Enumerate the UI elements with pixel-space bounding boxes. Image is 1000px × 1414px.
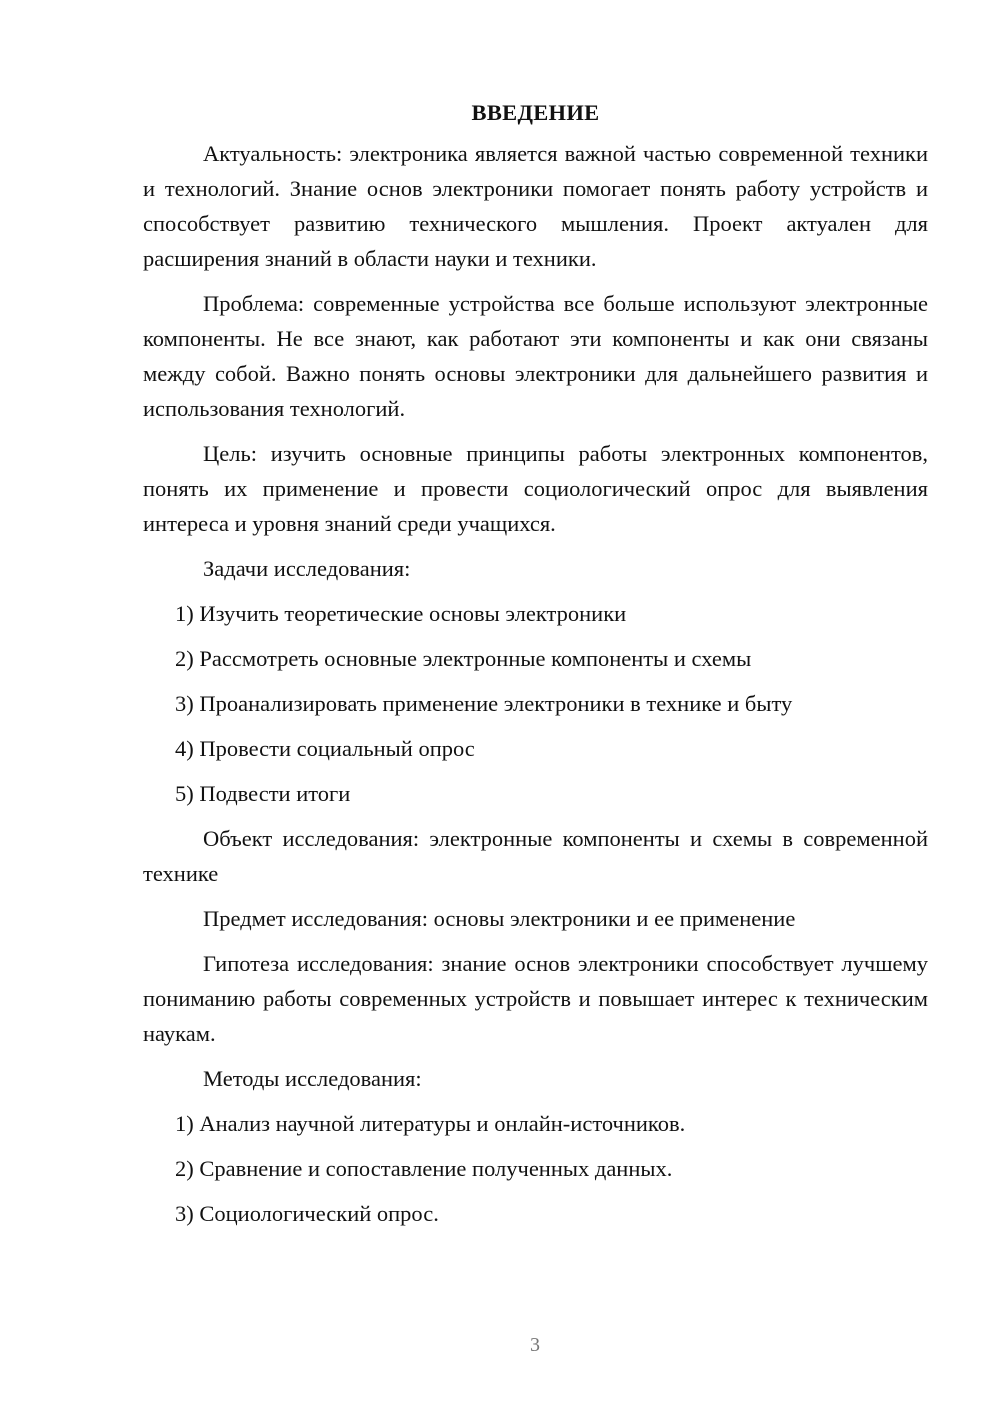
hypothesis-paragraph: Гипотеза исследования: знание основ электроники способствует лучшему пониманию работы современных устройств и повышает интерес к техническим наукам. (143, 951, 928, 1046)
method-item-1: 1) Анализ научной литературы и онлайн-источников. (175, 1111, 686, 1136)
task-item-1: 1) Изучить теоретические основы электроники (175, 601, 627, 626)
method-item-3: 3) Социологический опрос. (175, 1201, 439, 1226)
page-number: 3 (530, 1334, 540, 1356)
tasks-heading: Задачи исследования: (203, 556, 411, 581)
methods-heading: Методы исследования: (203, 1066, 422, 1091)
task-item-3: 3) Проанализировать применение электроники в технике и быту (175, 691, 793, 716)
subject-paragraph: Предмет исследования: основы электроники и ее применение (203, 906, 796, 931)
section-title: ВВЕДЕНИЕ (471, 100, 600, 125)
task-item-2: 2) Рассмотреть основные электронные компоненты и схемы (175, 646, 752, 671)
task-item-4: 4) Провести социальный опрос (175, 736, 475, 761)
object-paragraph: Объект исследования: электронные компоненты и схемы в современной технике (143, 826, 928, 886)
problem-paragraph: Проблема: современные устройства все больше используют электронные компоненты. Не все знают, как работают эти компоненты и как они связаны между собой. Важно понять основы электроники для дальнейшего развития и использования технологий. (143, 291, 928, 421)
task-item-5: 5) Подвести итоги (175, 781, 351, 806)
relevance-paragraph: Актуальность: электроника является важной частью современной техники и технологий. Знание основ электроники помогает понять работу устройств и способствует развитию технического мышления. Проект актуален для расширения знаний в области науки и техники. (143, 141, 928, 271)
method-item-2: 2) Сравнение и сопоставление полученных данных. (175, 1156, 673, 1181)
document-page (143, 95, 928, 1241)
goal-paragraph: Цель: изучить основные принципы работы электронных компонентов, понять их применение и провести социологический опрос для выявления интереса и уровня знаний среди учащихся. (143, 441, 928, 536)
